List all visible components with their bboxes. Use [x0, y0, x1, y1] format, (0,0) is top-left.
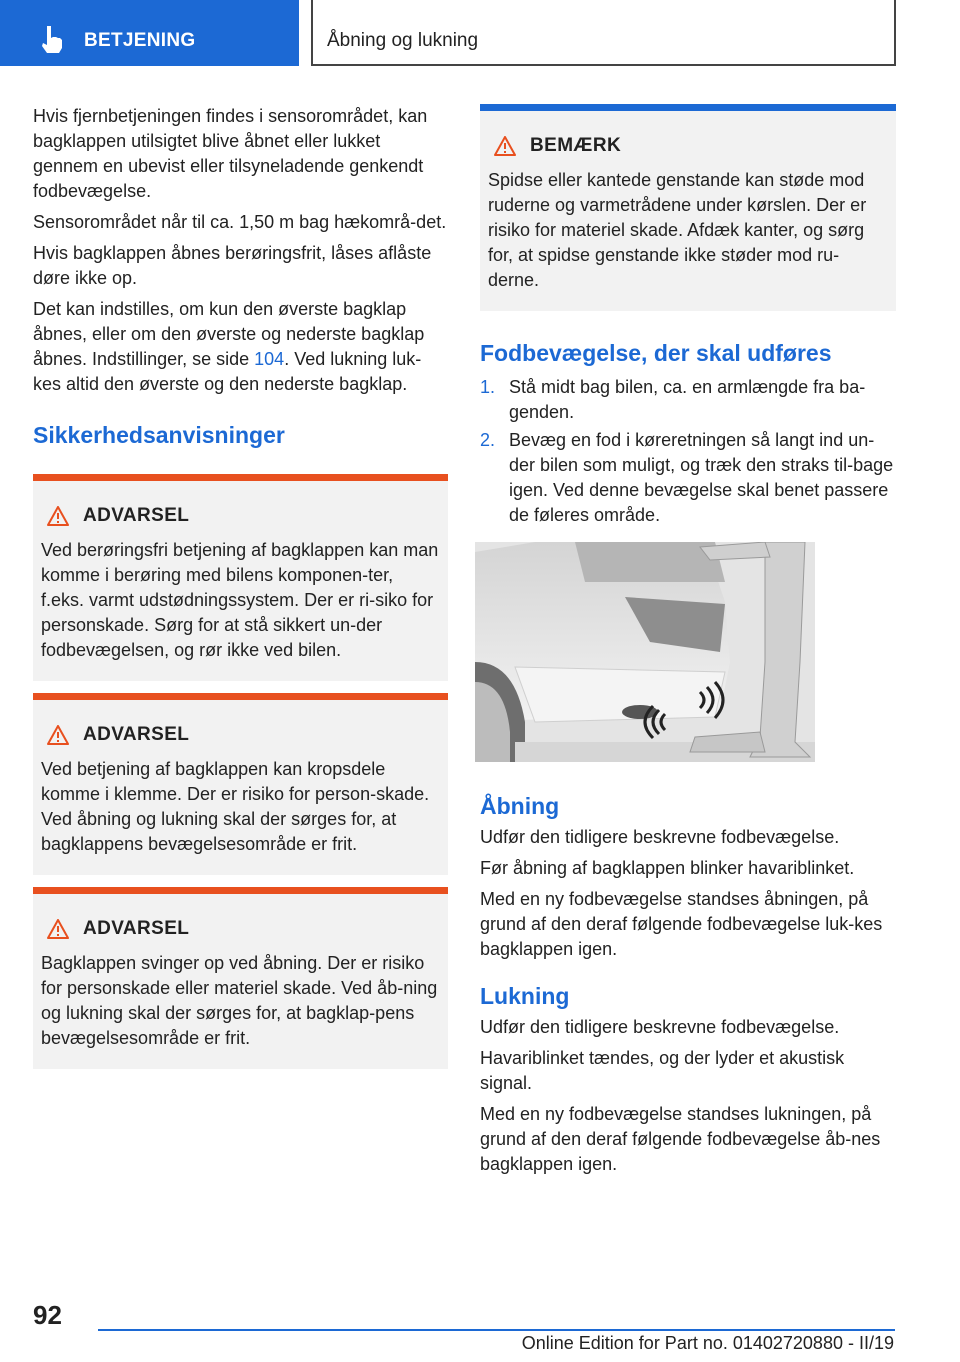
paragraph: Havariblinket tændes, og der lyder et akustisk signal.: [480, 1048, 845, 1093]
paragraph: Med en ny fodbevægelse standses åbningen, på grund af den deraf følgende fodbevægelse luk‐kes bagklappen igen.: [480, 889, 883, 959]
section-label: BETJENING: [84, 30, 196, 51]
paragraph: Med en ny fodbevægelse standses lukningen, på grund af den deraf følgende fodbevægelse åb‐nes bagklappen igen.: [480, 1104, 881, 1174]
left-column: [33, 104, 448, 1069]
warning-text: Ved betjening af bagklappen kan kropsdele komme i klemme. Der er risiko for person‐skade. Ved åbning og lukning skal der sørges for, at bagklappens bevægelsesområde er frit.: [41, 759, 430, 854]
paragraph: Udfør den tidligere beskrevne fodbevægelse.: [480, 1017, 840, 1037]
step-number: 2.: [480, 430, 496, 450]
warning-title: ADVARSEL: [83, 918, 190, 939]
paragraph: Udfør den tidligere beskrevne fodbevægelse.: [480, 827, 840, 847]
warning-box: [33, 887, 448, 1069]
page-ref-link[interactable]: 104: [254, 349, 285, 369]
warning-title: ADVARSEL: [83, 724, 190, 745]
paragraph: Sensorområdet når til ca. 1,50 m bag hækområ‐det.: [33, 212, 447, 232]
notice-title: BEMÆRK: [530, 135, 622, 156]
page-title: Åbning og lukning: [327, 30, 479, 51]
paragraph: Hvis fjernbetjeningen findes i sensorområdet, kan bagklappen utilsigtet blive åbnet eller lukket gennem en ubevist eller tilsyneladende genkendt fodbevægelse.: [33, 106, 428, 201]
step-number: 1.: [480, 377, 496, 397]
paragraph: Hvis bagklappen åbnes berøringsfrit, låses aflåste døre ikke op.: [33, 243, 432, 288]
warning-triangle-icon: [494, 136, 516, 156]
pointing-hand-icon: [36, 24, 66, 54]
foot-gesture-illustration: [475, 542, 815, 762]
step-text: Bevæg en fod i køreretningen så langt ind un‐der bilen som muligt, og træk den straks til‐bage igen. Ved denne bevægelse skal benet passere de føleres område.: [509, 430, 894, 525]
steps-list: [480, 375, 896, 528]
list-item: [480, 375, 896, 425]
right-column-lower: [480, 792, 896, 1183]
footer-divider: [98, 1329, 895, 1331]
tailgate-illustration: [475, 542, 815, 762]
safety-heading: Sikkerhedsanvisninger: [33, 422, 285, 448]
warning-box: [33, 474, 448, 681]
warning-text: Bagklappen svinger op ved åbning. Der er risiko for personskade eller materiel skade. Ved åb‐ning og lukning skal der sørges for, at bagklap‐pens bevægelsesområde er frit.: [41, 953, 438, 1048]
paragraph: Før åbning af bagklappen blinker havariblinket.: [480, 858, 855, 878]
notice-text: Spidse eller kantede genstande kan støde mod ruderne og varmetrådene under kørslen. Der er risiko for materiel skade. Afdæk kanter, og sørg for, at spidse genstande ikke støder mod ru‐derne.: [488, 170, 867, 290]
chapter-header: [311, 0, 896, 66]
list-item: [480, 428, 896, 528]
opening-heading: Åbning: [480, 793, 560, 819]
section-tab[interactable]: [0, 0, 299, 66]
page-number: 92: [33, 1300, 62, 1330]
warning-triangle-icon: [47, 506, 69, 526]
warning-triangle-icon: [47, 725, 69, 745]
motion-heading: Fodbevægelse, der skal udføres: [480, 340, 832, 366]
warning-triangle-icon: [47, 919, 69, 939]
warning-box: [33, 693, 448, 875]
closing-heading: Lukning: [480, 983, 570, 1009]
edition-text: Online Edition for Part no. 01402720880 - II/19: [521, 1333, 894, 1353]
notice-box: [480, 104, 896, 311]
warning-text: Ved berøringsfri betjening af bagklappen kan man komme i berøring med bilens komponen‐ter, f.eks. varmt udstødningssystem. Der er ri‐siko for personskade. Sørg for at stå sikkert un‐der fodbevægelsen, og rør ikke ved bilen.: [41, 540, 439, 660]
settings-paragraph: [33, 297, 448, 397]
step-text: Stå midt bag bilen, ca. en armlængde fra ba‐genden.: [509, 377, 866, 422]
settings-text-after: . Ved lukning luk‐kes altid den øverste og den nederste bagklap.: [33, 349, 422, 394]
settings-text-before: Det kan indstilles, om kun den øverste bagklap åbnes, eller om den øverste og nederste bagklap åbnes. Indstillinger, se side: [33, 299, 425, 369]
warning-title: ADVARSEL: [83, 505, 190, 526]
right-column: [480, 104, 896, 531]
